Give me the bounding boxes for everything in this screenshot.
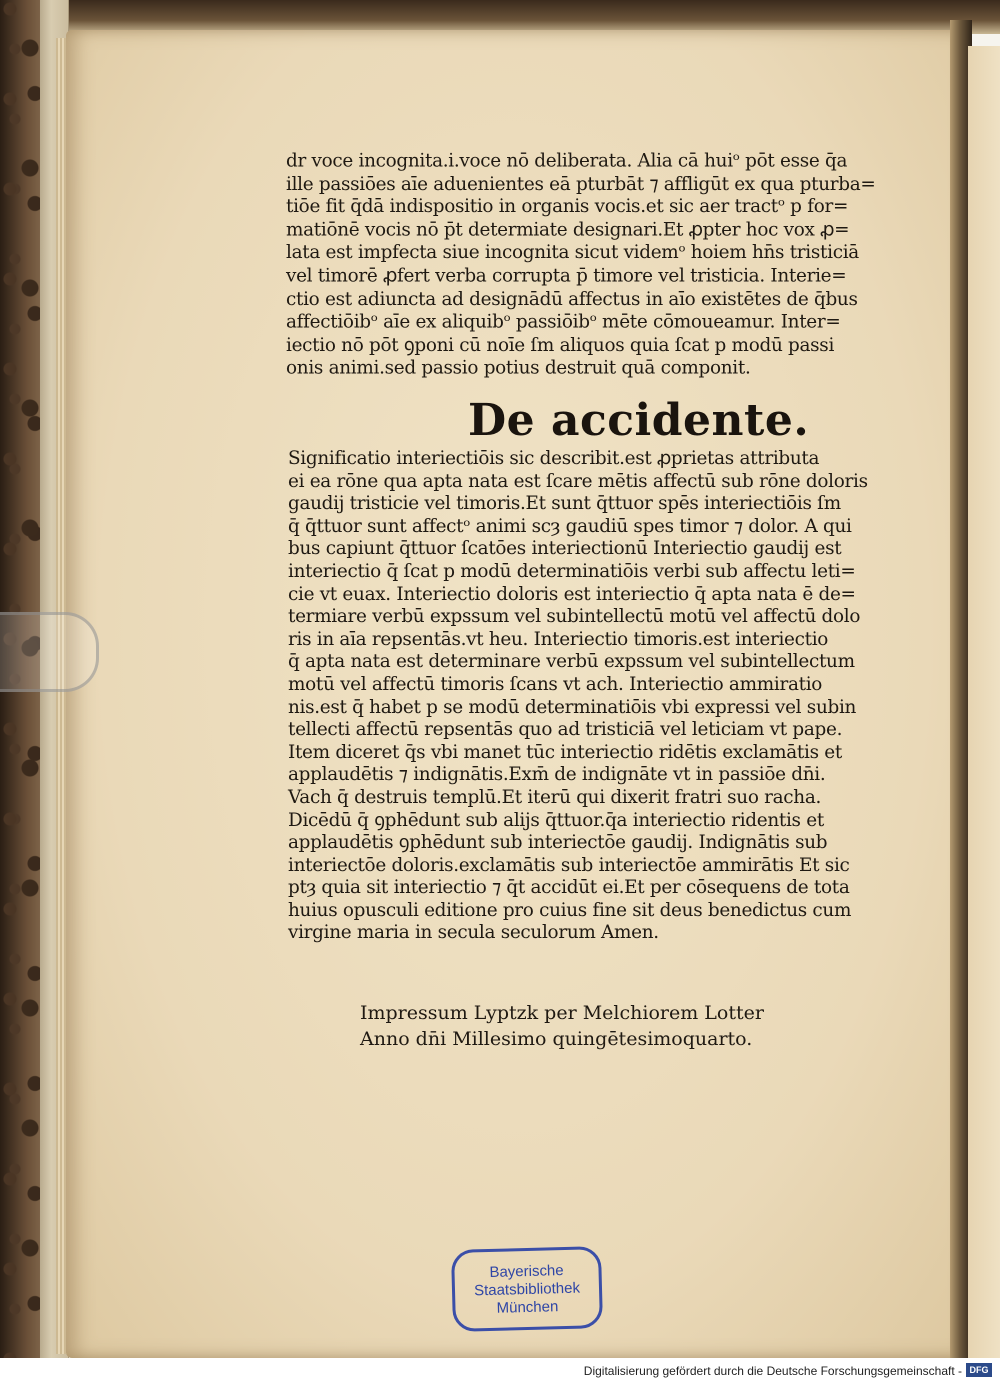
text-line: q̄ q̄ttuor sunt affectᵒ animi scȝ gaudiū spes timor ⁊ dolor. A qui (288, 515, 852, 537)
text-line: Vach q̄ destruis templū.Et iterū qui dixerit fratri suo racha. (288, 786, 822, 808)
text-line: q̄ apta nata est determinare verbū expssum vel subintellectum (288, 651, 855, 673)
text-line: Dicēdū q̄ ꝯphēdunt sub alijs q̄ttuor.q̄a interiectio ridentis et (288, 809, 824, 831)
text-line: tiōe fit q̄dā indispositio in organis vocis.et sic aer tractᵒ p for= (286, 196, 849, 218)
text-line: vel timorē ꝓfert verba corrupta p̄ timore vel tristicia. Interie= (286, 265, 847, 287)
text-line: ris in aīa repsentās.vt heu. Interiectio timoris.est interiectio (288, 628, 829, 650)
text-line: ctio est adiuncta ad designādū affectus in aīo existētes de q̄bus (286, 288, 858, 310)
stamp-line: Staatsbibliothek (473, 1279, 581, 1300)
text-line: onis animi.sed passio potius destruit quā componit. (286, 357, 751, 379)
library-stamp (451, 1246, 603, 1332)
dfg-logo-icon: DFG (966, 1363, 992, 1377)
text-line: termiare verbū expssum vel subintellectū motū vel affectū dolo (288, 606, 861, 628)
text-line: ei ea rōne qua apta nata est ſcare mētis affectū sub rōne doloris (288, 470, 868, 492)
text-line: applaudētis ꝯphēdunt sub interiectōe gaudij. Indignātis sub (288, 832, 828, 854)
footer-credit: Digitalisierung gefördert durch die Deutsche Forschungsgemeinschaft - (583, 1364, 962, 1378)
text-line: cie vt euax. Interiectio doloris est interiectio q̄ apta nata ē de= (288, 583, 856, 605)
paragraph-lower (288, 448, 916, 945)
text-line: lata est impfecta siue incognita sicut videmᵒ hoiem hn̄s tristiciā (286, 242, 859, 264)
text-line: dr voce incognita.i.voce nō deliberata. Alia cā huiᵒ pōt esse q̄a (286, 150, 848, 172)
text-line: Significatio interiectiōis sic describit.est ꝓprietas attributa (288, 448, 820, 469)
stamp-line: Bayerische (489, 1262, 564, 1281)
scan-top-edge (40, 0, 1000, 34)
text-line: tellecti affectū repsentās quo ad tristiciā vel leticiam vt pape. (288, 719, 843, 741)
text-line: bus capiunt q̄ttuor ſcatōes interiectionū Interiectio gaudij est (288, 538, 842, 560)
colophon (360, 1000, 764, 1052)
colophon-line: Impressum Lyptzk per Melchiorem Lotter (360, 1002, 764, 1024)
section-heading: De accidente. (468, 395, 810, 446)
text-line: nis.est q̄ habet p se modū determinatiōis vbi expressi vel subin (288, 696, 857, 718)
text-line: applaudētis ⁊ indignātis.Exm̄ de indignāte vt in passiōe dn̄i. (288, 764, 826, 786)
text-line: virgine maria in secula seculorum Amen. (288, 922, 659, 944)
paragraph-upper (286, 150, 914, 380)
text-line: ptȝ quia sit interiectio ⁊ q̄t accidūt ei.Et per cōsequens de tota (288, 877, 850, 899)
text-line: gaudij tristicie vel timoris.Et sunt q̄ttuor spēs interiectiōis ſm (288, 493, 841, 515)
text-line: matiōnē vocis nō p̄t determiate designari.Et ꝓpter hoc vox ꝓ= (286, 219, 850, 241)
text-line: motū vel affectū timoris ſcans vt ach. Interiectio ammiratio (288, 673, 823, 695)
stamp-line: München (496, 1298, 559, 1317)
text-line: huius opusculi editione pro cuius fine sit deus benedictus cum (288, 899, 852, 921)
colophon-line: Anno dn̄i Millesimo quingētesimoquarto. (360, 1028, 753, 1050)
text-line: affectiōibᵒ aīe ex aliquibᵒ passiōibᵒ mēte cōmoueamur. Inter= (286, 311, 841, 333)
text-line: iectio nō pōt ꝯponi cū noīe ſm aliquos quia ſcat p modū passi (286, 334, 835, 356)
text-line: ille passiōes aīe aduenientes eā pturbāt ⁊ affligūt ex qua pturba= (286, 173, 876, 195)
text-line: Item diceret q̄s vbi manet tūc interiectio ridētis exclamātis et (288, 741, 842, 763)
text-line: interiectōe doloris.exclamātis sub interiectōe ammirātis Et sic (288, 854, 850, 876)
text-line: interiectio q̄ ſcat p modū determinatiōis verbi sub affectu leti= (288, 560, 856, 582)
facing-page-edge (968, 46, 1000, 1358)
page-clip (0, 612, 99, 692)
